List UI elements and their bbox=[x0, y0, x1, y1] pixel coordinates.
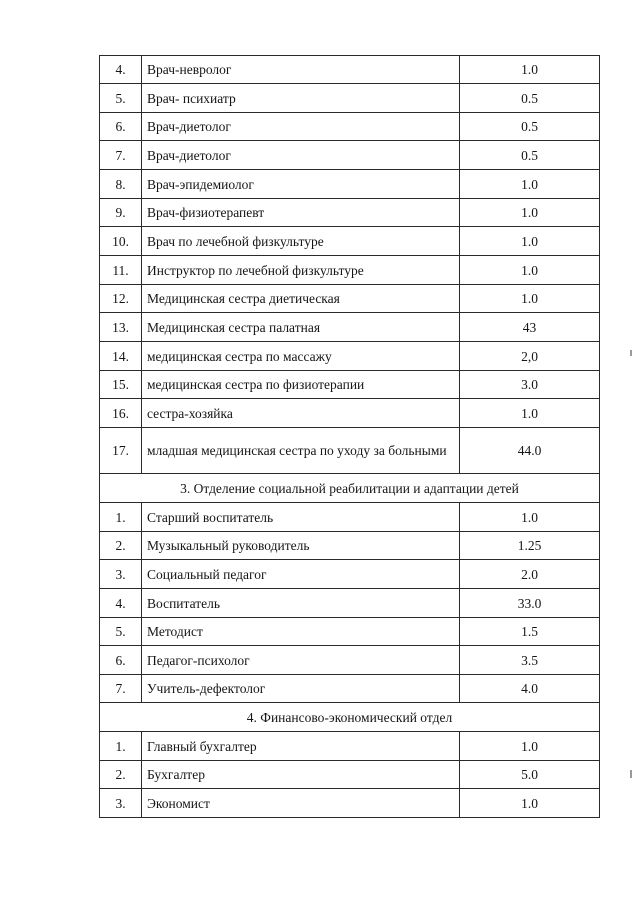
table-row bbox=[100, 761, 600, 789]
staff-units: 1.0 bbox=[460, 170, 600, 199]
staff-units: 5.0 bbox=[460, 761, 600, 789]
table-row bbox=[100, 342, 600, 371]
section-row bbox=[100, 703, 600, 732]
staffing-table bbox=[99, 55, 600, 818]
position-name: сестра-хозяйка bbox=[142, 399, 460, 428]
staff-units: 1.0 bbox=[460, 503, 600, 532]
staff-units: 1.0 bbox=[460, 732, 600, 761]
table-row bbox=[100, 589, 600, 618]
staff-units: 1.0 bbox=[460, 227, 600, 256]
staff-units: 3.0 bbox=[460, 371, 600, 399]
row-number: 6. bbox=[100, 113, 142, 141]
row-number: 16. bbox=[100, 399, 142, 428]
row-number: 6. bbox=[100, 646, 142, 675]
staff-units: 1.0 bbox=[460, 285, 600, 313]
table-row bbox=[100, 227, 600, 256]
position-name: младшая медицинская сестра по уходу за больными bbox=[142, 428, 460, 474]
margin-mark bbox=[630, 350, 632, 356]
position-name: Врач-невролог bbox=[142, 56, 460, 84]
position-name: Медицинская сестра диетическая bbox=[142, 285, 460, 313]
row-number: 9. bbox=[100, 199, 142, 227]
position-name: Главный бухгалтер bbox=[142, 732, 460, 761]
position-name: Инструктор по лечебной физкультуре bbox=[142, 256, 460, 285]
row-number: 7. bbox=[100, 675, 142, 703]
row-number: 4. bbox=[100, 589, 142, 618]
table-row bbox=[100, 371, 600, 399]
table-row bbox=[100, 141, 600, 170]
table-row bbox=[100, 732, 600, 761]
table-row bbox=[100, 199, 600, 227]
position-name: Врач-эпидемиолог bbox=[142, 170, 460, 199]
position-name: Методист bbox=[142, 618, 460, 646]
table-row bbox=[100, 675, 600, 703]
table-row bbox=[100, 503, 600, 532]
table-row bbox=[100, 789, 600, 818]
section-heading: 4. Финансово-экономический отдел bbox=[100, 703, 600, 732]
table-row bbox=[100, 56, 600, 84]
row-number: 5. bbox=[100, 618, 142, 646]
table-row bbox=[100, 256, 600, 285]
row-number: 1. bbox=[100, 503, 142, 532]
table-row bbox=[100, 646, 600, 675]
position-name: Старший воспитатель bbox=[142, 503, 460, 532]
row-number: 14. bbox=[100, 342, 142, 371]
staff-units: 43 bbox=[460, 313, 600, 342]
position-name: Социальный педагог bbox=[142, 560, 460, 589]
staff-units: 1.0 bbox=[460, 256, 600, 285]
staff-units: 33.0 bbox=[460, 589, 600, 618]
staff-units: 0.5 bbox=[460, 141, 600, 170]
staff-units: 2,0 bbox=[460, 342, 600, 371]
row-number: 3. bbox=[100, 560, 142, 589]
staff-units: 0.5 bbox=[460, 84, 600, 113]
row-number: 13. bbox=[100, 313, 142, 342]
margin-mark bbox=[630, 770, 632, 778]
row-number: 11. bbox=[100, 256, 142, 285]
staff-units: 1.25 bbox=[460, 532, 600, 560]
position-name: медицинская сестра по физиотерапии bbox=[142, 371, 460, 399]
row-number: 12. bbox=[100, 285, 142, 313]
position-name: Врач- психиатр bbox=[142, 84, 460, 113]
staff-units: 1.5 bbox=[460, 618, 600, 646]
row-number: 17. bbox=[100, 428, 142, 474]
staff-units: 44.0 bbox=[460, 428, 600, 474]
position-name: медицинская сестра по массажу bbox=[142, 342, 460, 371]
row-number: 7. bbox=[100, 141, 142, 170]
staff-units: 3.5 bbox=[460, 646, 600, 675]
staff-units: 0.5 bbox=[460, 113, 600, 141]
position-name: Врач-диетолог bbox=[142, 113, 460, 141]
position-name: Педагог-психолог bbox=[142, 646, 460, 675]
table-row bbox=[100, 84, 600, 113]
table-row bbox=[100, 399, 600, 428]
table-row bbox=[100, 618, 600, 646]
position-name: Врач-диетолог bbox=[142, 141, 460, 170]
table-row bbox=[100, 313, 600, 342]
staff-units: 1.0 bbox=[460, 199, 600, 227]
position-name: Врач по лечебной физкультуре bbox=[142, 227, 460, 256]
table-row bbox=[100, 285, 600, 313]
position-name: Музыкальный руководитель bbox=[142, 532, 460, 560]
row-number: 2. bbox=[100, 761, 142, 789]
staff-units: 1.0 bbox=[460, 789, 600, 818]
row-number: 3. bbox=[100, 789, 142, 818]
position-name: Медицинская сестра палатная bbox=[142, 313, 460, 342]
table-row bbox=[100, 532, 600, 560]
position-name: Экономист bbox=[142, 789, 460, 818]
table-row bbox=[100, 428, 600, 474]
position-name: Учитель-дефектолог bbox=[142, 675, 460, 703]
section-row bbox=[100, 474, 600, 503]
section-heading: 3. Отделение социальной реабилитации и адаптации детей bbox=[100, 474, 600, 503]
position-name: Бухгалтер bbox=[142, 761, 460, 789]
row-number: 5. bbox=[100, 84, 142, 113]
position-name: Врач-физиотерапевт bbox=[142, 199, 460, 227]
staff-units: 2.0 bbox=[460, 560, 600, 589]
staff-units: 1.0 bbox=[460, 56, 600, 84]
row-number: 8. bbox=[100, 170, 142, 199]
staff-units: 1.0 bbox=[460, 399, 600, 428]
row-number: 2. bbox=[100, 532, 142, 560]
row-number: 15. bbox=[100, 371, 142, 399]
position-name: Воспитатель bbox=[142, 589, 460, 618]
row-number: 10. bbox=[100, 227, 142, 256]
row-number: 4. bbox=[100, 56, 142, 84]
table-row bbox=[100, 560, 600, 589]
row-number: 1. bbox=[100, 732, 142, 761]
staff-units: 4.0 bbox=[460, 675, 600, 703]
table-row bbox=[100, 170, 600, 199]
table-row bbox=[100, 113, 600, 141]
